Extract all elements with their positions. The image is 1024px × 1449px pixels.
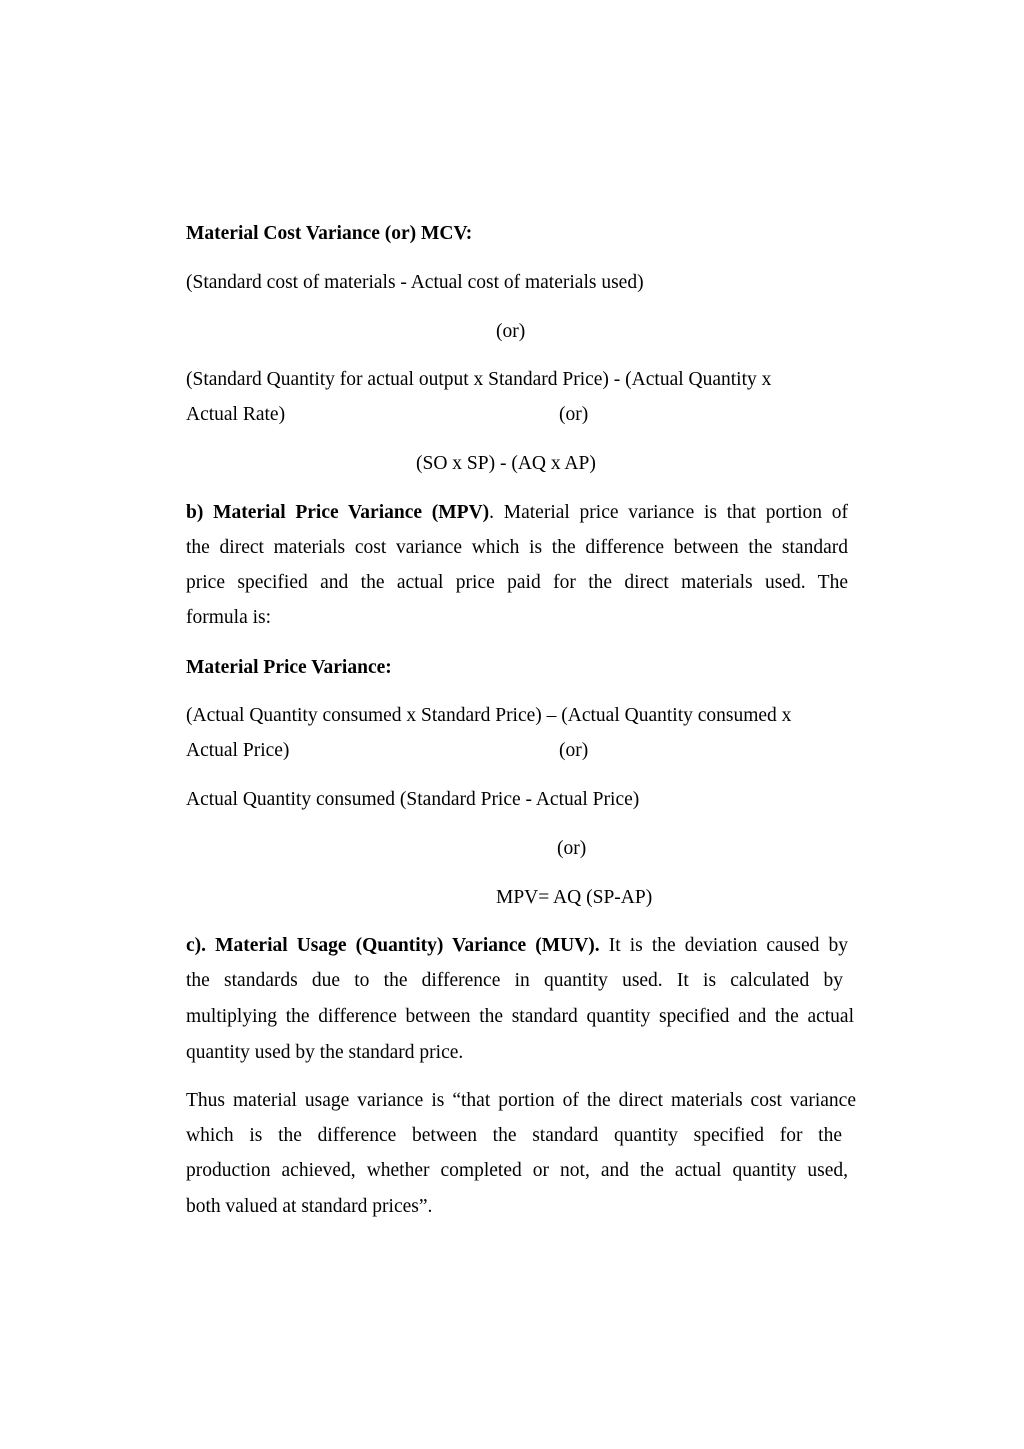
muv-quote-line-4: both valued at standard prices”. [186, 1196, 433, 1217]
muv-paragraph-line-3: multiplying the difference between the standard quantity specified and the actual [186, 1006, 854, 1027]
muv-quote-line-2: which is the difference between the standard quantity specified for the [186, 1125, 842, 1146]
mcv-formula-1: (Standard cost of materials - Actual cost of materials used) [186, 272, 644, 293]
mpv-paragraph-line-3: price specified and the actual price paid for the direct materials used. The [186, 572, 848, 593]
mcv-or-1: (or) [496, 321, 526, 342]
mpv-heading: b) Material Price Variance (MPV) [186, 502, 490, 523]
mcv-formula-2-line-2: Actual Rate) [186, 404, 286, 425]
mpv-paragraph-line-4: formula is: [186, 607, 272, 628]
muv-paragraph-line-1-text: It is the deviation caused by [599, 935, 848, 956]
mpv-subheading: Material Price Variance: [186, 657, 392, 678]
muv-heading: c). Material Usage (Quantity) Variance (MUV). [186, 935, 600, 956]
mpv-paragraph-line-1-text: . Material price variance is that portion of [489, 502, 849, 523]
mcv-heading: Material Cost Variance (or) MCV: [186, 223, 473, 244]
mcv-or-2: (or) [559, 404, 589, 425]
muv-paragraph-line-2: the standards due to the difference in quantity used. It is calculated by [186, 970, 843, 991]
mcv-formula-3: (SO x SP) - (AQ x AP) [416, 453, 596, 474]
mpv-formula-1-line-2: Actual Price) [186, 740, 290, 761]
mpv-paragraph-line-1 [186, 501, 848, 525]
mpv-formula-3: MPV= AQ (SP-AP) [496, 887, 653, 908]
mpv-or-1: (or) [559, 740, 589, 761]
mpv-paragraph-line-2: the direct materials cost variance which is the difference between the standard [186, 537, 848, 558]
mpv-formula-2: Actual Quantity consumed (Standard Price - Actual Price) [186, 789, 640, 810]
muv-paragraph-line-4: quantity used by the standard price. [186, 1042, 464, 1063]
muv-quote-line-1: Thus material usage variance is “that portion of the direct materials cost variance [186, 1090, 856, 1111]
mcv-formula-2-line-1: (Standard Quantity for actual output x Standard Price) - (Actual Quantity x [186, 369, 772, 390]
muv-paragraph-line-1 [186, 934, 848, 958]
muv-quote-line-3: production achieved, whether completed or not, and the actual quantity used, [186, 1160, 848, 1181]
mpv-formula-1-line-1: (Actual Quantity consumed x Standard Price) – (Actual Quantity consumed x [186, 705, 792, 726]
mpv-or-2: (or) [557, 838, 587, 859]
